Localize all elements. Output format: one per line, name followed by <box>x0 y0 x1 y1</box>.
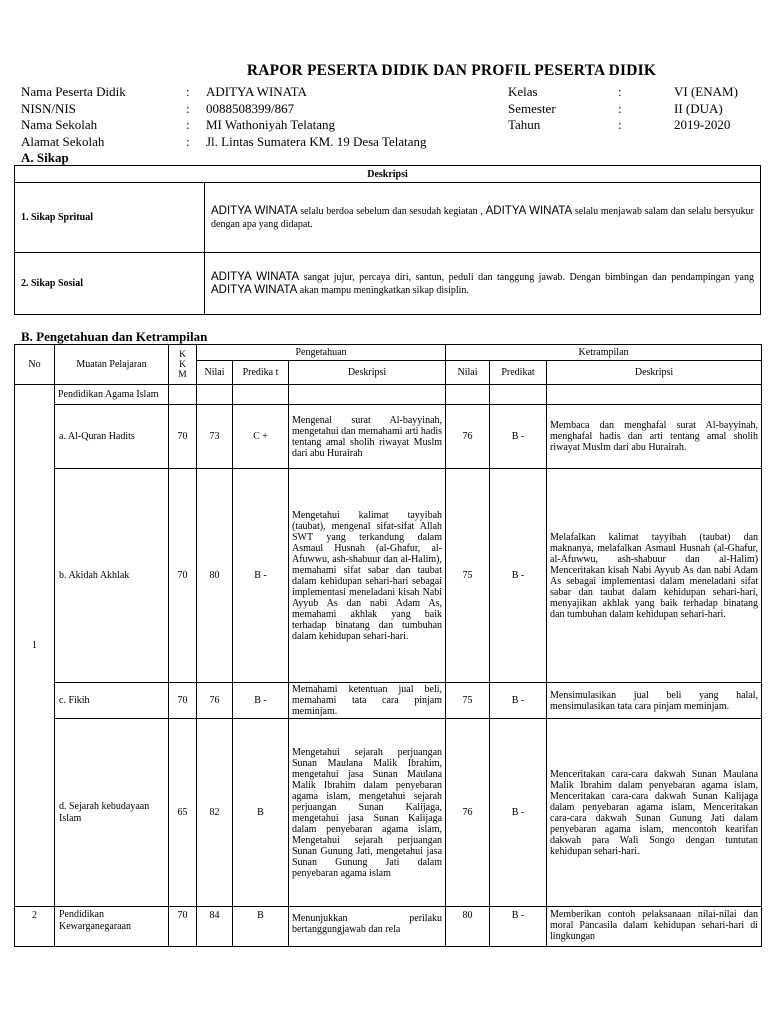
kkm-value: 70 <box>169 405 197 469</box>
row-no: 1 <box>15 385 55 907</box>
table-row <box>15 385 762 405</box>
identity-value: Jl. Lintas Sumatera KM. 19 Desa Telatang <box>206 133 427 149</box>
k-predikat: B - <box>490 683 547 719</box>
kkm-value: 70 <box>169 907 197 947</box>
k-nilai: 80 <box>446 907 490 947</box>
identity-label: Nama Sekolah <box>21 117 98 132</box>
identity-row: Alamat Sekolah : Jl. Lintas Sumatera KM. 19 Desa Telatang <box>21 133 427 149</box>
header-k-predikat: Predikat <box>490 361 547 385</box>
identity-label: Semester <box>508 100 556 116</box>
p-nilai: 76 <box>197 683 233 719</box>
kkm-value: 65 <box>169 719 197 907</box>
identity-row: Tahun : 2019-2020 <box>508 117 731 132</box>
mapel-name: Pendidikan Kewarganegaraan <box>55 907 169 947</box>
table-row <box>15 253 761 315</box>
k-deskripsi: Memberikan contoh pelaksanaan nilai-nilai dan moral Pancasila dalam kehidupan sehari-hari di lingkungan <box>547 907 762 947</box>
p-deskripsi: Memahami ketentuan jual beli, memahami tata cara pinjam meminjam. <box>289 683 446 719</box>
p-nilai: 73 <box>197 405 233 469</box>
mapel-name: b. Akidah Akhlak <box>55 469 169 683</box>
identity-row: NISN/NIS : 0088508399/867 <box>21 100 295 116</box>
header-mapel: Muatan Pelajaran <box>55 345 169 385</box>
p-predikat: B <box>233 719 289 907</box>
header-pengetahuan: Pengetahuan <box>197 345 446 361</box>
identity-value: 2019-2020 <box>674 117 731 132</box>
identity-value: VI (ENAM) <box>674 84 738 99</box>
identity-label: Kelas <box>508 84 538 99</box>
p-predikat: B - <box>233 469 289 683</box>
table-row <box>15 405 762 469</box>
p-predikat: B <box>233 907 289 947</box>
identity-value: 0088508399/867 <box>206 100 295 116</box>
k-nilai: 76 <box>446 405 490 469</box>
group-label: Pendidikan Agama Islam <box>55 385 169 405</box>
p-nilai: 80 <box>197 469 233 683</box>
table-row <box>15 469 762 683</box>
identity-value: ADITYA WINATA <box>206 84 307 99</box>
sikap-desc-spiritual: ADITYA WINATA selalu berdoa sebelum dan sesudah kegiatan , ADITYA WINATA selalu menjawab salam dan selalu bersyukur dengan apa yang didapat. <box>205 183 761 253</box>
report-title: RAPOR PESERTA DIDIK DAN PROFIL PESERTA DIDIK <box>246 62 657 79</box>
identity-label: Nama Peserta Didik <box>21 84 126 99</box>
p-deskripsi: Mengetahui sejarah perjuangan Sunan Maulana Malik Ibrahim, mengetahui jasa Sunan Maulana Malik Ibrahim dalam penyebaran agama islam, mengetahui sejarah perjuangan Sunan Kalijaga, mengetahui jasa Sunan Kalijaga dalam penyebaran agama islam, Mengetahui sejarah perjuangan Sunan Gunung Jati, mengetahui jasa Sunan Gunung Jati dalam penyebaran agama islam <box>289 719 446 907</box>
sikap-header-deskripsi: Deskripsi <box>15 166 761 183</box>
identity-value: II (DUA) <box>674 100 723 116</box>
header-k-deskripsi: Deskripsi <box>547 361 762 385</box>
p-deskripsi: Mengenal surat Al-bayyinah, mengetahui dan memahami arti hadis tentang amal sholih riwayat Muslm dari abu Hurairah <box>289 405 446 469</box>
k-predikat: B - <box>490 907 547 947</box>
kkm-value: 70 <box>169 683 197 719</box>
identity-label: NISN/NIS <box>21 100 76 116</box>
identity-row: Nama Peserta Didik : ADITYA WINATA <box>21 84 307 99</box>
identity-row: Semester : II (DUA) <box>508 100 723 116</box>
p-deskripsi: Mengetahui kalimat tayyibah (taubat), mengenal sifat-sifat Allah SWT yang terkandung dalam Asmaul Husnah (al-Ghafur, al-Afuwwu, ash-shabuur dan al-Halim), memahami sifat sabar dan taubat dalam kehidupan sehari-hari sebagai implementasi meneladani kisah Nabi Ayyub As dan nabi Adam As, memahami akhlak yang baik terhadap binatang dan tumbuhan dalam kehidupan sehari-hari. <box>289 469 446 683</box>
identity-row: Kelas : VI (ENAM) <box>508 84 738 99</box>
row-no: 2 <box>15 907 55 947</box>
kkm-value: 70 <box>169 469 197 683</box>
p-predikat: C + <box>233 405 289 469</box>
k-nilai: 75 <box>446 469 490 683</box>
k-deskripsi: Membaca dan menghafal surat Al-bayyinah, menghafal hadis dan arti tentang amal sholih riwayat Muslm dari abu Hurairah. <box>547 405 762 469</box>
header-p-predikat: Predika t <box>233 361 289 385</box>
header-p-deskripsi: Deskripsi <box>289 361 446 385</box>
header-kkm: K K M <box>169 345 197 385</box>
identity-value: MI Wathoniyah Telatang <box>206 117 335 132</box>
sikap-desc-sosial: ADITYA WINATA sangat jujur, percaya diri, santun, peduli dan tanggung jawab. Dengan bimbingan dan pendampingan yang ADITYA WINATA akan mampu meningkatkan sikap disiplin. <box>205 253 761 315</box>
k-predikat: B - <box>490 405 547 469</box>
mapel-name: a. Al-Quran Hadits <box>55 405 169 469</box>
table-row <box>15 683 762 719</box>
header-ketrampilan: Ketrampilan <box>446 345 762 361</box>
student-identity-right <box>508 84 738 134</box>
k-predikat: B - <box>490 469 547 683</box>
section-title-pengetahuan-ketrampilan: B. Pengetahuan dan Ketrampilan <box>21 329 208 344</box>
k-predikat: B - <box>490 719 547 907</box>
p-nilai: 84 <box>197 907 233 947</box>
header-p-nilai: Nilai <box>197 361 233 385</box>
table-row <box>15 907 762 947</box>
header-k-nilai: Nilai <box>446 361 490 385</box>
grades-table <box>14 344 762 947</box>
k-deskripsi: Melafalkan kalimat tayyibah (taubat) dan maknanya, melafalkan Asmaul Husnah (al-Ghafur, al-Afuwwu, ash-shabuur dan al-Halim) Menceritakan kisah Nabi Ayyub As dan nabi Adam As sebagai implementasi dalam meneladani sifat sabar dan taubat dalam kehidupan sehari-hari, menyajikan akhlak yang baik terhadap binatang dan tumbuhan dalam kehidupan sehari-hari. <box>547 469 762 683</box>
p-predikat: B - <box>233 683 289 719</box>
table-row <box>15 719 762 907</box>
mapel-name: c. Fikih <box>55 683 169 719</box>
sikap-label-spiritual: 1. Sikap Spritual <box>15 183 205 253</box>
k-nilai: 75 <box>446 683 490 719</box>
identity-row: Nama Sekolah : MI Wathoniyah Telatang <box>21 117 335 132</box>
identity-label: Alamat Sekolah <box>21 133 105 149</box>
mapel-name: d. Sejarah kebudayaan Islam <box>55 719 169 907</box>
header-no: No <box>15 345 55 385</box>
table-row <box>15 183 761 253</box>
sikap-label-sosial: 2. Sikap Sosial <box>15 253 205 315</box>
k-deskripsi: Mensimulasikan jual beli yang halal, mensimulasikan tata cara pinjam meminjam. <box>547 683 762 719</box>
identity-label: Tahun <box>508 117 541 132</box>
k-nilai: 76 <box>446 719 490 907</box>
p-deskripsi: Menunjukkan perilaku bertanggungjawab dan rela <box>289 907 446 947</box>
k-deskripsi: Menceritakan cara-cara dakwah Sunan Maulana Malik Ibrahim dalam penyebaran agama islam, Menceritakan cara-cara dakwah Sunan Kalijaga dalam penyebaran agama islam, Menceritakan cara-cara dakwah Sunan Gunung Jati dalam penyebaran agama islam, mencontoh kearifan dakwah para Wali Songo dengan tuntutan kehidupan sehari-hari. <box>547 719 762 907</box>
section-title-sikap: A. Sikap <box>21 150 69 165</box>
p-nilai: 82 <box>197 719 233 907</box>
student-identity-left <box>21 84 427 150</box>
sikap-table <box>14 165 761 315</box>
